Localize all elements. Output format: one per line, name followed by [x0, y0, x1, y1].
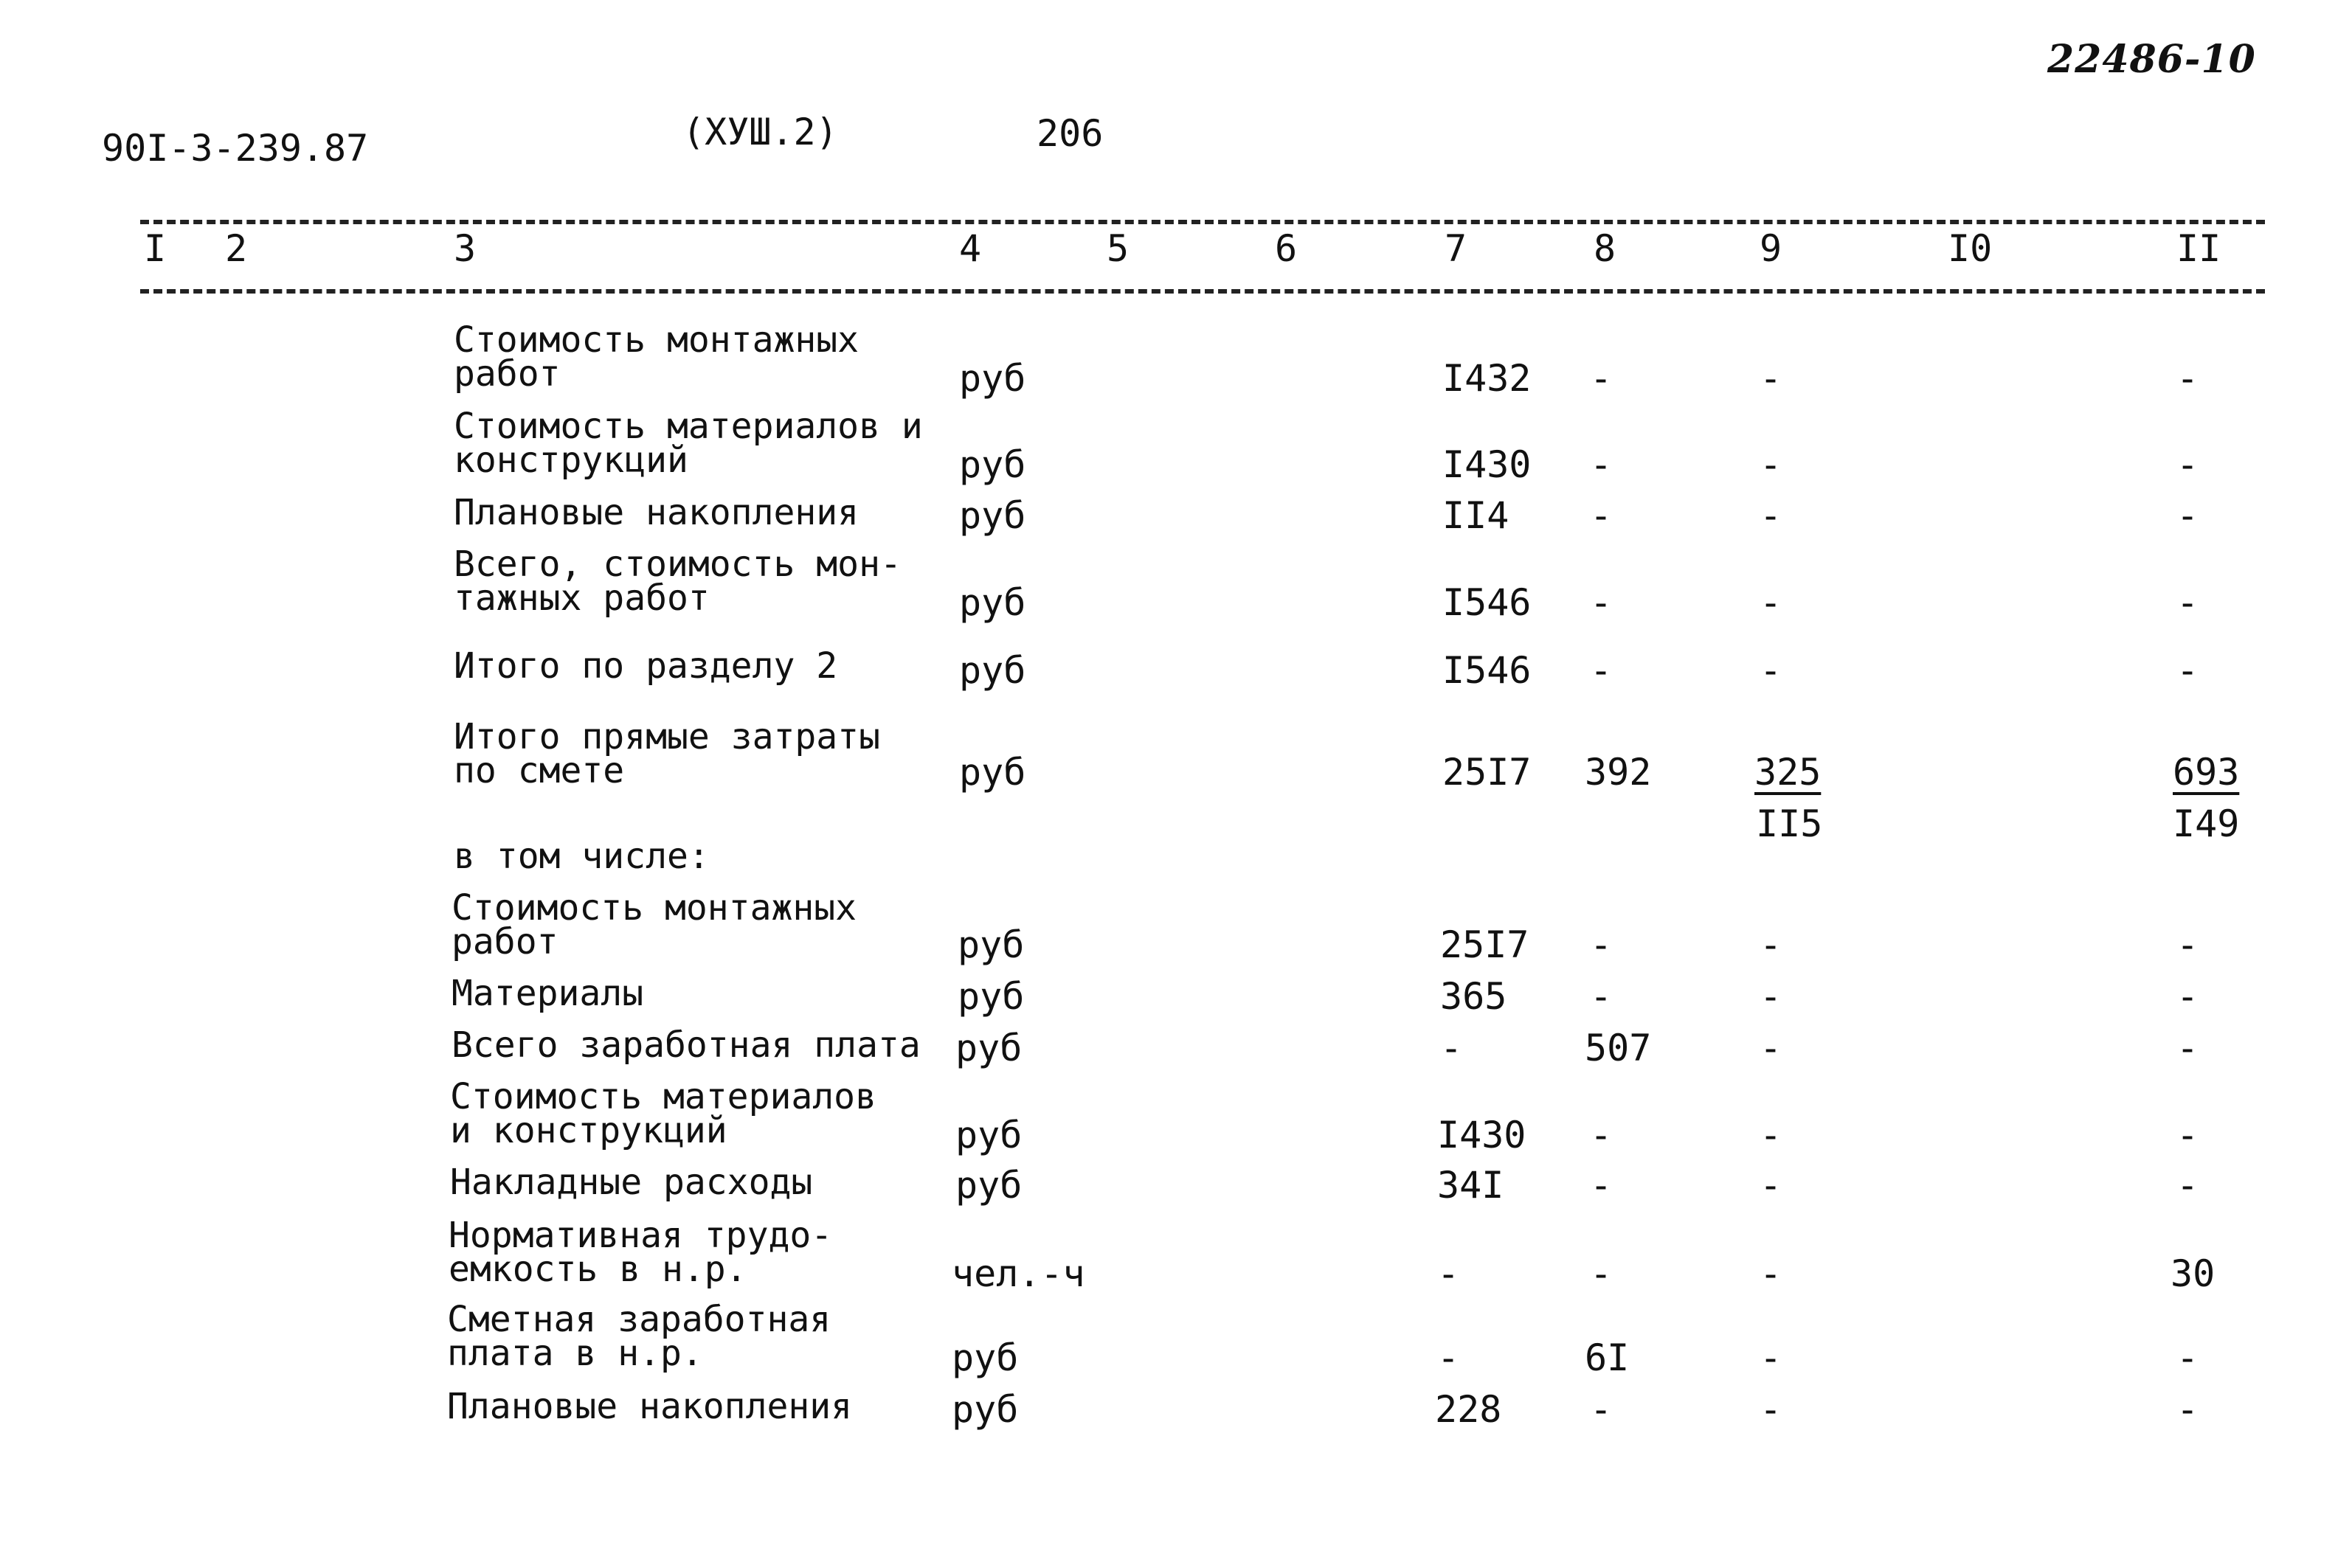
row-label: Всего, стоимость мон- тажных работ — [454, 544, 902, 619]
column-number-3: 3 — [454, 227, 477, 270]
row-label: Итого по разделу 2 — [454, 645, 838, 687]
cell-col7: 34I — [1437, 1164, 1504, 1207]
cell-col9: - — [1760, 1252, 1782, 1295]
cell-col7: I432 — [1442, 357, 1532, 400]
cell-col8: - — [1590, 1114, 1613, 1156]
column-number-11: II — [2176, 227, 2221, 270]
cell-col11: - — [2176, 443, 2199, 486]
column-number-6: 6 — [1275, 227, 1298, 270]
cell-col7: 228 — [1435, 1388, 1502, 1431]
cell-col7: 25I7 — [1442, 751, 1532, 794]
unit-cell: руб — [959, 581, 1026, 624]
cell-col11: - — [2176, 357, 2199, 400]
column-number-9: 9 — [1760, 227, 1782, 270]
row-label: Плановые накопления — [454, 492, 859, 533]
cell-col11: 693 — [2173, 751, 2240, 794]
cell-col9: - — [1760, 1336, 1782, 1379]
cell-col9: - — [1760, 1164, 1782, 1207]
cell-col7: I430 — [1442, 443, 1532, 486]
archive-stamp: 22486-10 — [2047, 37, 2256, 82]
cell-col7: 365 — [1440, 975, 1507, 1018]
cell-col8: - — [1590, 923, 1613, 966]
document-code: 90I-3-239.87 — [102, 127, 369, 170]
cell-col7: 25I7 — [1440, 923, 1529, 966]
cell-col8: 507 — [1585, 1027, 1652, 1069]
cell-col9-secondary: II5 — [1756, 802, 1823, 845]
unit-cell: руб — [955, 1164, 1023, 1207]
row-label: Итого прямые затраты по смете — [454, 716, 880, 791]
column-number-1: I — [144, 227, 167, 270]
column-number-8: 8 — [1594, 227, 1616, 270]
cell-col9: - — [1760, 649, 1782, 692]
subtotal-heading: в том числе: — [454, 836, 710, 877]
row-label: Стоимость материалов и конструкций — [454, 406, 923, 481]
cell-col11: - — [2176, 975, 2199, 1018]
cell-col11: - — [2176, 1027, 2199, 1069]
column-number-7: 7 — [1445, 227, 1467, 270]
header-bottom-rule — [140, 289, 2265, 294]
cell-col7: - — [1437, 1252, 1460, 1295]
cell-col8: 6I — [1585, 1336, 1630, 1379]
section-label: (ХУШ.2) — [682, 111, 838, 153]
cell-col7: II4 — [1442, 494, 1509, 537]
row-label: Нормативная трудо- емкость в н.р. — [449, 1215, 833, 1290]
cell-col8: - — [1590, 443, 1613, 486]
cell-col11: 30 — [2171, 1252, 2216, 1295]
cell-col7: I430 — [1437, 1114, 1526, 1156]
cell-col8: - — [1590, 1252, 1613, 1295]
cell-col8: - — [1590, 494, 1613, 537]
page-number: 206 — [1037, 112, 1104, 155]
cell-col8: - — [1590, 357, 1613, 400]
row-label: Стоимость монтажных работ — [452, 887, 857, 962]
header-top-rule — [140, 220, 2265, 224]
unit-cell: чел.-ч — [952, 1252, 1085, 1295]
cell-col9: - — [1760, 357, 1782, 400]
cell-col8: - — [1590, 1164, 1613, 1207]
cell-col9: - — [1760, 923, 1782, 966]
cell-col11: - — [2176, 581, 2199, 624]
unit-cell: руб — [958, 975, 1025, 1018]
row-label: Стоимость материалов и конструкций — [450, 1076, 876, 1151]
cell-col9: - — [1760, 494, 1782, 537]
cell-col11: - — [2176, 1336, 2199, 1379]
cell-col7: - — [1440, 1027, 1463, 1069]
row-label: Всего заработная плата — [452, 1024, 921, 1066]
cell-col11: - — [2176, 923, 2199, 966]
unit-cell: руб — [952, 1388, 1019, 1431]
unit-cell: руб — [955, 1114, 1023, 1156]
cell-col11-secondary: I49 — [2173, 802, 2240, 845]
cell-col9: - — [1760, 1114, 1782, 1156]
cell-col11: - — [2176, 1388, 2199, 1431]
unit-cell: руб — [952, 1336, 1019, 1379]
unit-cell: руб — [959, 649, 1026, 692]
unit-cell: руб — [959, 443, 1026, 486]
unit-cell: руб — [959, 751, 1026, 794]
cell-col9: - — [1760, 1388, 1782, 1431]
cell-col9: - — [1760, 1027, 1782, 1069]
cell-col7: I546 — [1442, 649, 1532, 692]
cell-col7: - — [1437, 1336, 1460, 1379]
row-label: Плановые накопления — [447, 1386, 853, 1427]
column-number-5: 5 — [1107, 227, 1130, 270]
row-label: Стоимость монтажных работ — [454, 319, 859, 395]
unit-cell: руб — [959, 357, 1026, 400]
unit-cell: руб — [958, 923, 1025, 966]
unit-cell: руб — [955, 1027, 1023, 1069]
cell-col8: - — [1590, 581, 1613, 624]
column-number-4: 4 — [959, 227, 982, 270]
cell-col8: - — [1590, 1388, 1613, 1431]
row-label: Сметная заработная плата в н.р. — [447, 1299, 831, 1374]
cell-col11: - — [2176, 494, 2199, 537]
cell-col7: I546 — [1442, 581, 1532, 624]
cell-col9: 325 — [1754, 751, 1822, 794]
cell-col9: - — [1760, 443, 1782, 486]
cell-col8: - — [1590, 975, 1613, 1018]
cell-col8: - — [1590, 649, 1613, 692]
cell-col9: - — [1760, 975, 1782, 1018]
column-number-2: 2 — [225, 227, 248, 270]
cell-col11: - — [2176, 1114, 2199, 1156]
cell-col9: - — [1760, 581, 1782, 624]
row-label: Материалы — [452, 973, 644, 1014]
cell-col11: - — [2176, 649, 2199, 692]
cell-col11: - — [2176, 1164, 2199, 1207]
cell-col8: 392 — [1585, 751, 1652, 794]
column-number-10: I0 — [1948, 227, 1993, 270]
row-label: Накладные расходы — [450, 1162, 813, 1203]
unit-cell: руб — [959, 494, 1026, 537]
